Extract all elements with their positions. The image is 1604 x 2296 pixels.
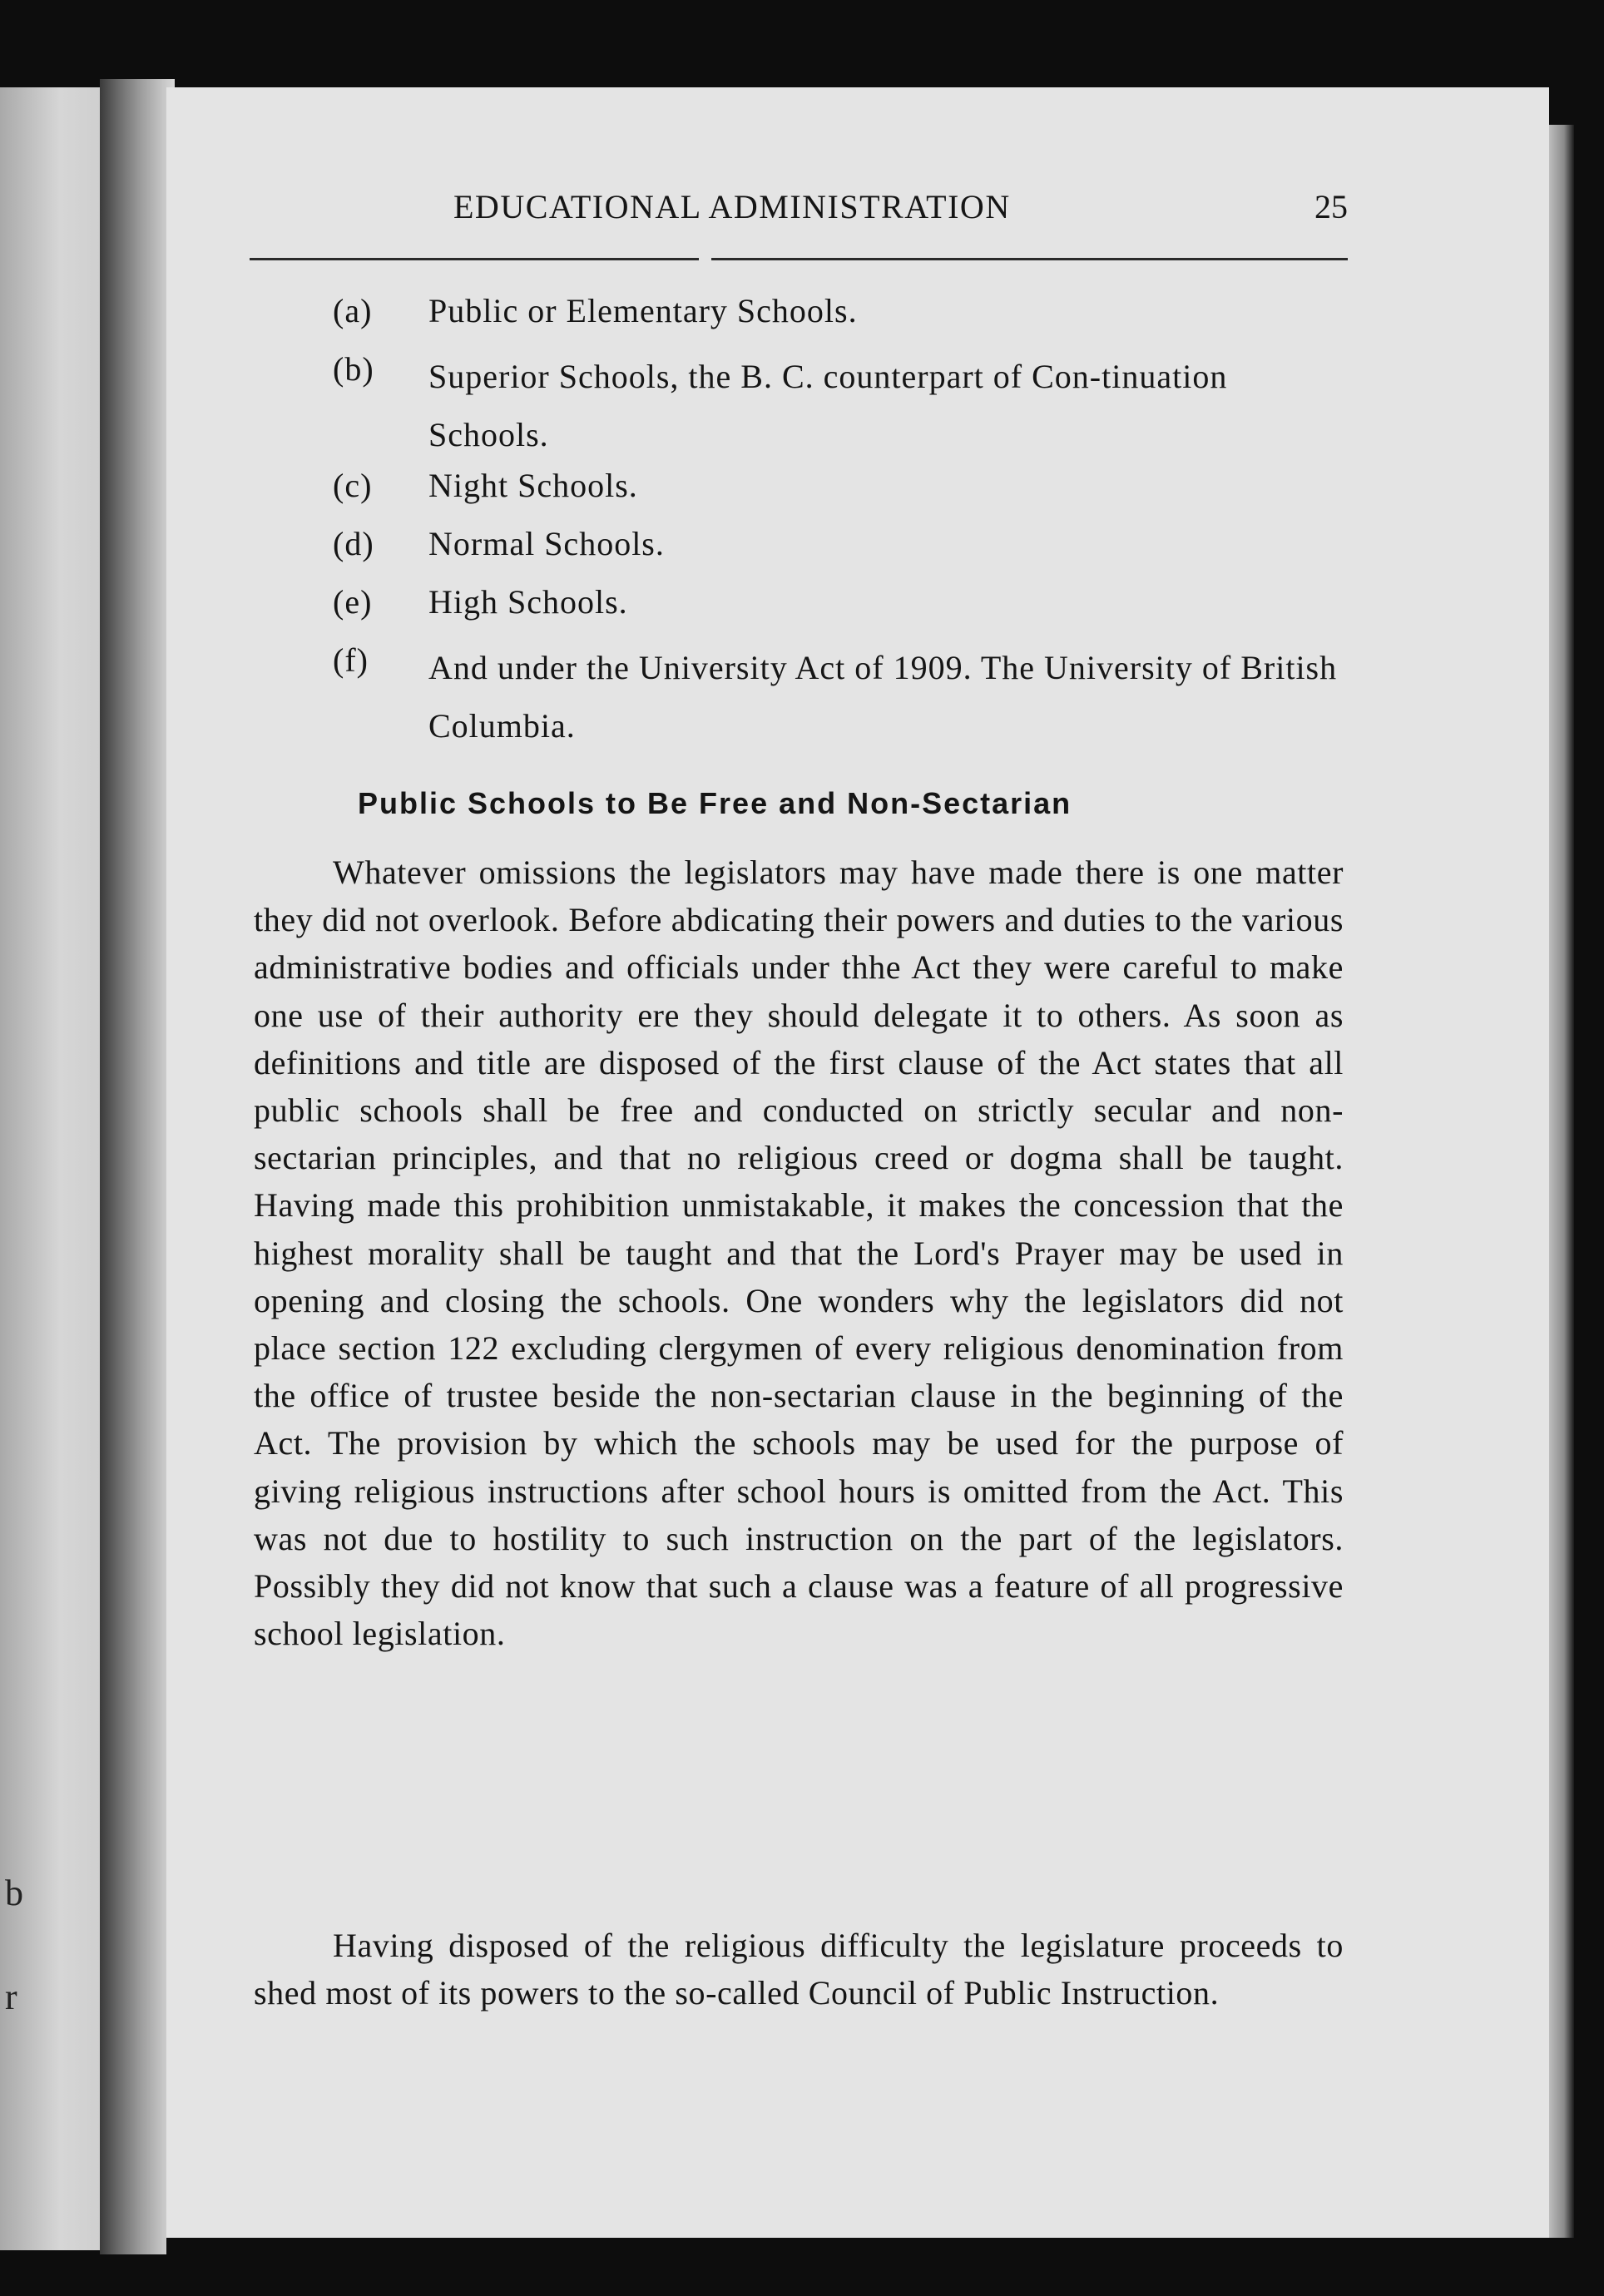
margin-mark: r [5,1977,17,2017]
margin-mark: b [5,1873,23,1913]
running-title: EDUCATIONAL ADMINISTRATION [453,188,1011,225]
list-item [333,641,1348,757]
list-text: Superior Schools, the B. C. counterpart of Con-tinuation Schools. [428,358,1228,453]
running-header [453,187,1348,237]
list-marker: (a) [333,292,373,329]
paragraph-text: Having disposed of the religious difficulty the legislature proceeds to shed most of its powers to the so-called Council of Public Instruction. [254,1927,1344,2012]
header-rule-left [250,258,699,260]
list-marker: (d) [333,525,374,562]
body-paragraph [254,849,1344,1657]
list-item [333,524,1348,582]
list-text: Normal Schools. [428,525,665,562]
page-number: 25 [1314,188,1348,225]
paragraph-text: Whatever omissions the legislators may have made there is one matter they did not overlook. Before abdicating their powers and duties to the various administrative bodies and officials under thhe Act they were careful to make one use of their authority ere they should delegate it to others. As soon as definitions and title are disposed of the first clause of the Act states that all public schools shall be free and conducted on strictly secular and non-sectarian principles, and that no religious creed or dogma shall be taught. Having made this prohibition unmistakable, it makes the concession that the highest morality shall be taught and that the Lord's Prayer may be used in opening and closing the schools. One wonders why the legislators did not place section 122 excluding clergymen of every religious denomination from the office of trustee beside the non-sectarian clause in the beginning of the Act. The provision by which the schools may be used for the purpose of giving religious instructions after school hours is omitted from the Act. This was not due to hostility to such instruction on the part of the legislators. Possibly they did not know that such a clause was a feature of all progressive school legislation. [254,854,1344,1653]
body-paragraph [254,1922,1344,2016]
page-edge-shadow [1549,125,1574,2254]
facing-page-margin-marks [0,87,100,2250]
section-heading: Public Schools to Be Free and Non-Sectarian [358,786,1072,820]
list-text: Public or Elementary Schools. [428,292,858,329]
list-text: High Schools. [428,583,628,621]
list-item [333,349,1348,466]
list-text: And under the University Act of 1909. The University of British Columbia. [428,649,1338,745]
list-marker: (f) [333,641,369,679]
book-gutter [100,79,175,2254]
list-marker: (b) [333,350,374,388]
page-bottom-shadow [166,2238,1581,2296]
list-text: Night Schools. [428,467,638,504]
list-marker: (e) [333,583,373,621]
school-types-list [333,291,1348,757]
list-marker: (c) [333,467,373,504]
header-rule-right [711,258,1348,260]
list-item [333,582,1348,641]
facing-page-edge [0,87,100,2250]
list-item [333,466,1348,524]
list-item [333,291,1348,349]
